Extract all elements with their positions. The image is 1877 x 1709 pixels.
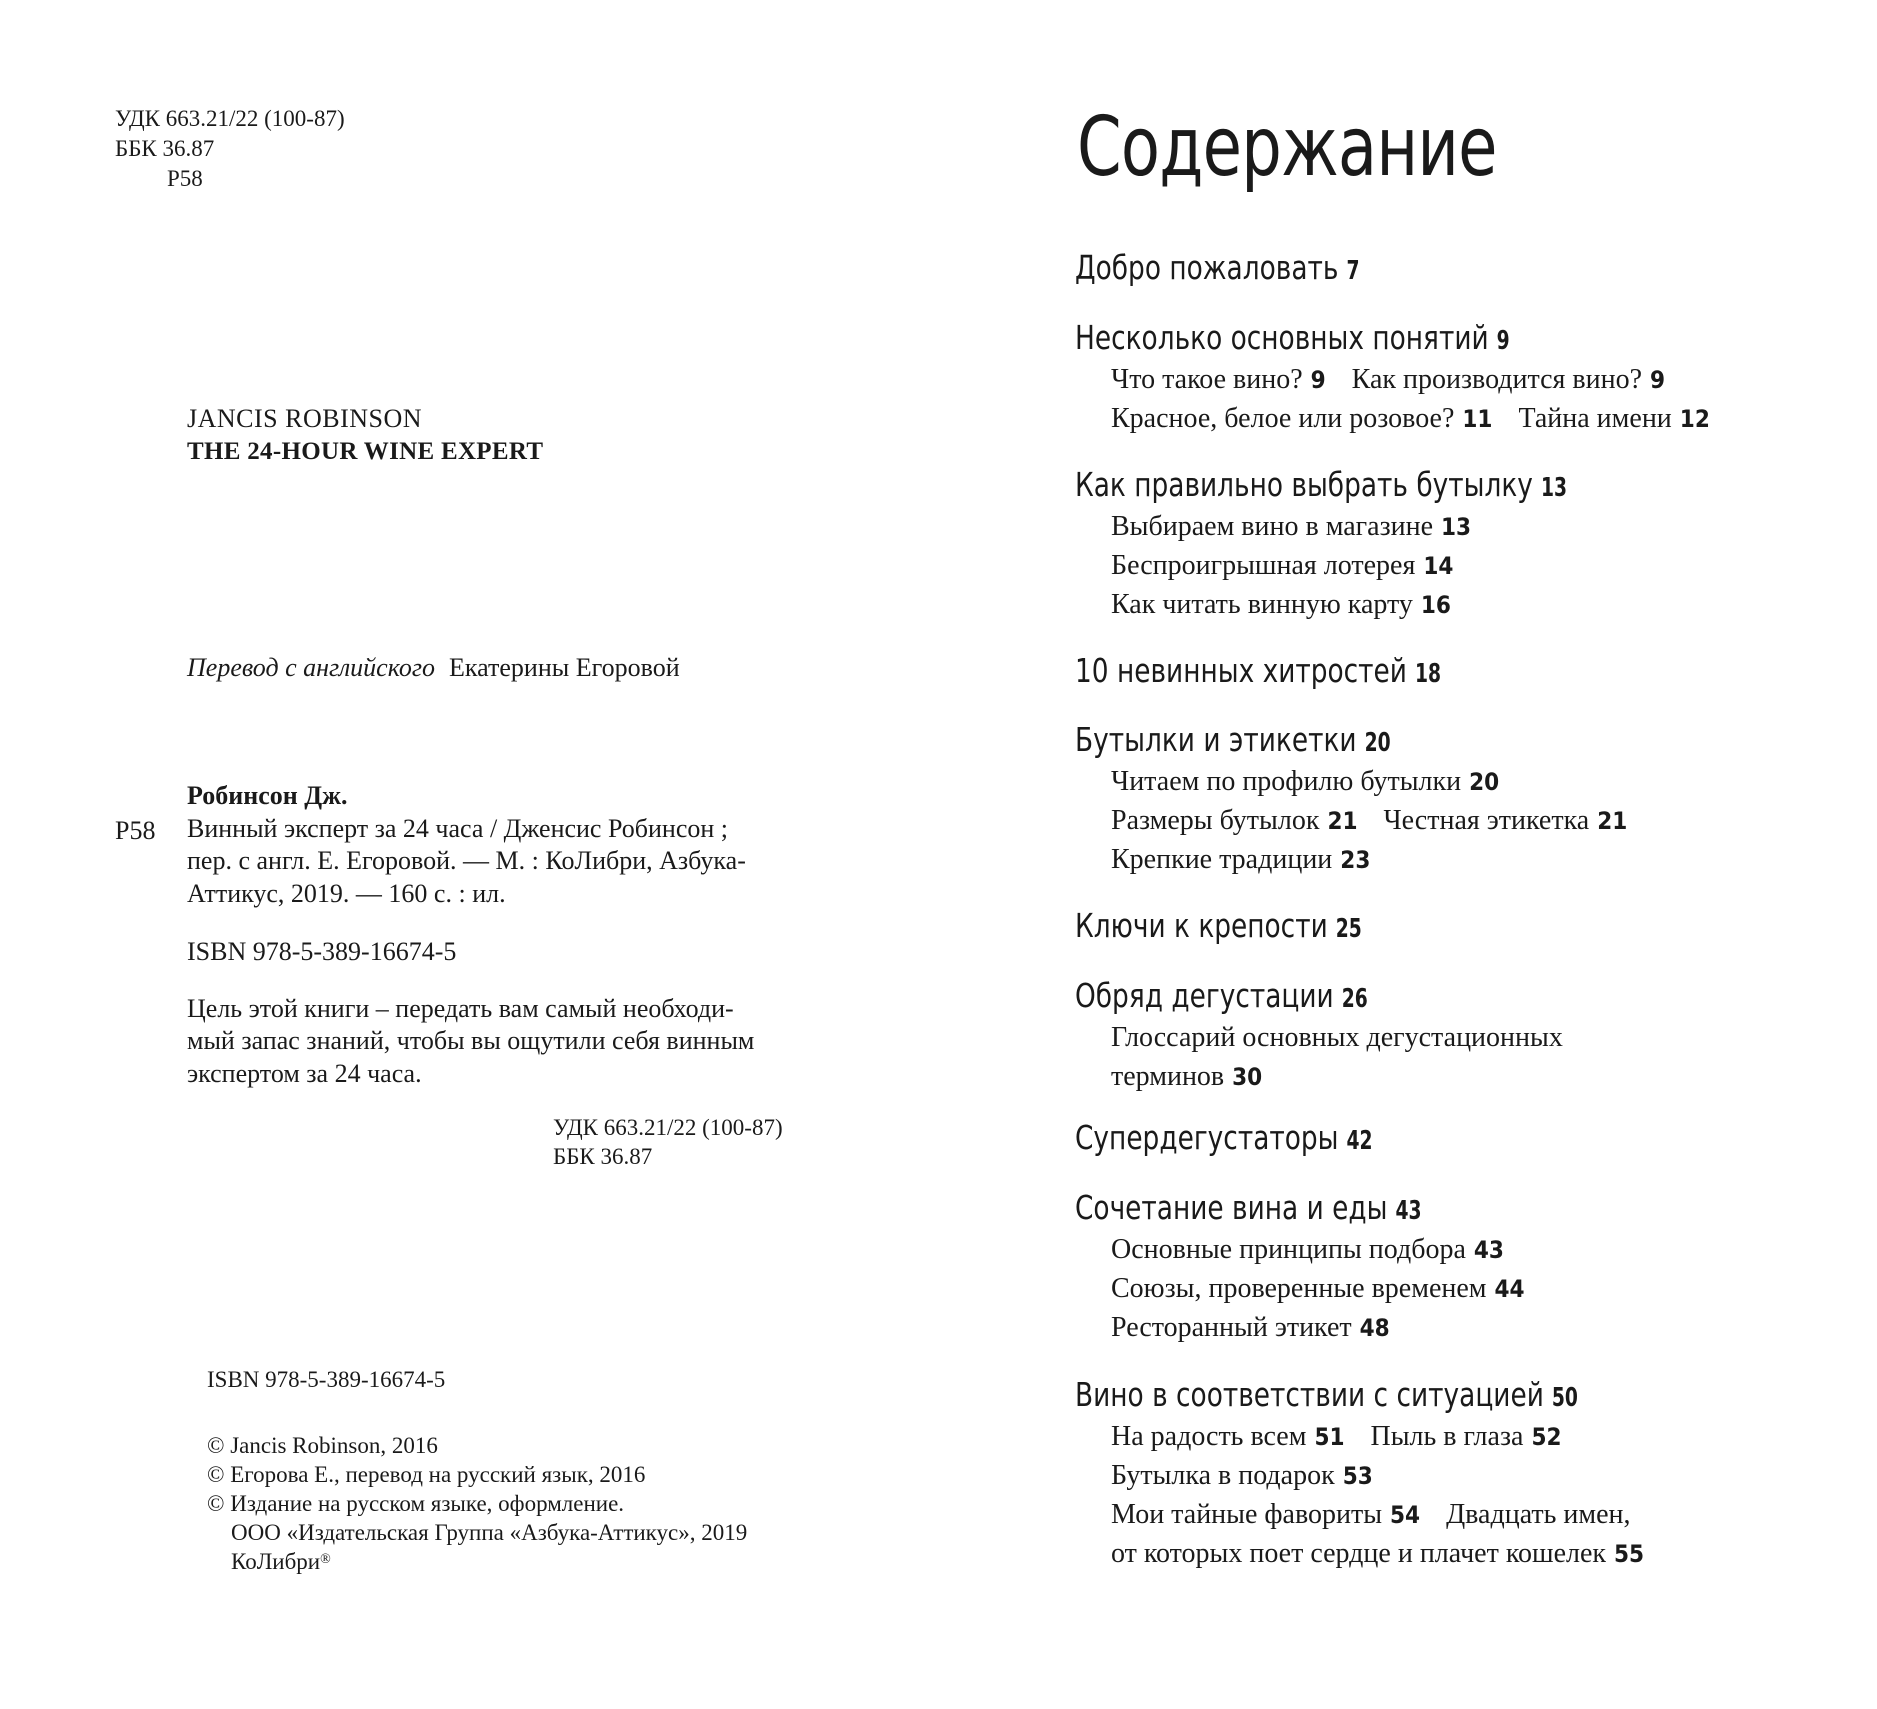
toc-subsection-line <box>1111 841 1370 879</box>
toc-section[interactable] <box>1075 465 1567 508</box>
copyright-line: ООО «Издательская Группа «Азбука-Аттикус», 2019 <box>231 1520 748 1545</box>
toc-subsection-line <box>1111 1019 1563 1057</box>
toc-page-number: 50 <box>1551 1383 1578 1413</box>
toc-section-title: Сочетание вина и еды <box>1075 1188 1388 1227</box>
toc-subsection[interactable] <box>1518 403 1709 434</box>
toc-subsection[interactable] <box>1111 403 1492 434</box>
toc-page-number: 43 <box>1473 1236 1504 1264</box>
translator-line <box>187 652 680 684</box>
toc-subsection-line <box>1111 1309 1390 1347</box>
toc-subsection[interactable] <box>1111 1538 1644 1569</box>
toc-section[interactable] <box>1075 651 1441 694</box>
toc-subsection-line <box>1111 763 1499 801</box>
toc-subsection-title: Читаем по профилю бутылки <box>1111 766 1462 797</box>
record-line: Винный эксперт за 24 часа / Дженсис Робинсон ; <box>187 813 729 843</box>
record-isbn: ISBN 978-5-389-16674-5 <box>187 937 457 966</box>
toc-subsection-line <box>1111 1231 1504 1269</box>
toc-page-number: 16 <box>1420 591 1451 619</box>
toc-subsection-title: Как производится вино? <box>1351 364 1642 395</box>
author-sign: Р58 <box>167 166 203 191</box>
toc-page-number: 13 <box>1441 513 1472 541</box>
toc-page-number: 52 <box>1531 1423 1562 1451</box>
toc-section-title: 10 невинных хитростей <box>1075 651 1407 690</box>
toc-subsection-title: Выбираем вино в магазине <box>1111 511 1434 542</box>
toc-subsection[interactable] <box>1111 364 1326 395</box>
book-summary <box>187 993 792 1091</box>
toc-subsection-title: Пыль в глаза <box>1370 1421 1524 1452</box>
toc-subsection[interactable] <box>1111 589 1451 620</box>
toc-subsection[interactable] <box>1111 1234 1504 1265</box>
original-title: THE 24-HOUR WINE EXPERT <box>187 438 544 465</box>
summary-line: мый запас знаний, чтобы вы ощутили себя винным <box>187 1026 755 1055</box>
toc-subsection-line <box>1111 1058 1262 1096</box>
record-author: Робинсон Дж. <box>187 781 348 810</box>
toc-subsection-title: от которых поет сердце и плачет кошелек <box>1111 1538 1607 1569</box>
toc-section[interactable] <box>1075 248 1359 291</box>
summary-line: экспертом за 24 часа. <box>187 1058 422 1088</box>
toc-subsection-title: Бутылка в подарок <box>1111 1460 1335 1491</box>
toc-page-number: 55 <box>1614 1540 1645 1568</box>
toc-section-title: Несколько основных понятий <box>1075 318 1489 357</box>
toc-section-title: Супердегустаторы <box>1075 1118 1339 1157</box>
toc-page-number: 9 <box>1496 326 1510 356</box>
toc-page-number: 14 <box>1423 552 1454 580</box>
toc-subsection-title: Беспроигрышная лотерея <box>1111 550 1416 581</box>
toc-subsection[interactable] <box>1111 1460 1373 1491</box>
toc-page-number: 43 <box>1395 1196 1422 1226</box>
toc-page-number: 54 <box>1390 1501 1421 1529</box>
toc-subsection[interactable] <box>1111 1312 1390 1343</box>
bibliographic-record <box>187 780 792 1090</box>
toc-page-number: 20 <box>1364 728 1391 758</box>
toc-subsection-title: Размеры бутылок <box>1111 805 1320 836</box>
toc-subsection-line <box>1111 400 1710 438</box>
toc-subsection-line <box>1111 586 1451 624</box>
toc-page-number: 21 <box>1327 807 1358 835</box>
toc-section-title: Вино в соответствии с ситуацией <box>1075 1375 1544 1414</box>
toc-subsection-line <box>1111 547 1453 585</box>
toc-subsection-line <box>1111 1270 1525 1308</box>
copyright-line: © Егорова Е., перевод на русский язык, 2016 <box>207 1462 646 1487</box>
toc-page-number: 11 <box>1462 405 1493 433</box>
toc-subsection-line <box>1111 361 1665 399</box>
udk-top-block <box>115 104 345 194</box>
record-author-sign: Р58 <box>115 816 156 845</box>
translator-name: Екатерины Егоровой <box>449 653 680 682</box>
toc-subsection-line <box>1111 1535 1644 1573</box>
toc-subsection-title: Двадцать имен, <box>1446 1499 1631 1530</box>
toc-subsection[interactable] <box>1111 1022 1563 1053</box>
original-author: JANCIS ROBINSON <box>187 404 423 433</box>
toc-section-title: Бутылки и этикетки <box>1075 720 1357 759</box>
toc-page-number: 51 <box>1314 1423 1345 1451</box>
toc-subsection[interactable] <box>1111 511 1471 542</box>
toc-subsection[interactable] <box>1446 1499 1630 1530</box>
toc-subsection-title: Глоссарий основных дегустационных <box>1111 1022 1563 1053</box>
toc-subsection[interactable] <box>1111 1273 1525 1304</box>
toc-page-number: 25 <box>1335 914 1362 944</box>
copyright-line: © Издание на русском языке, оформление. <box>207 1491 625 1516</box>
toc-page-number: 7 <box>1346 256 1360 286</box>
toc-subsection[interactable] <box>1111 844 1370 875</box>
bbk-code: ББК 36.87 <box>115 136 215 161</box>
toc-subsection-title: Основные принципы подбора <box>1111 1234 1466 1265</box>
toc-subsection-title: Ресторанный этикет <box>1111 1312 1352 1343</box>
toc-section[interactable] <box>1075 318 1510 361</box>
toc-subsection-line <box>1111 508 1471 546</box>
registered-mark: ® <box>320 1552 331 1567</box>
original-edition-block <box>187 402 543 468</box>
toc-subsection-line <box>1111 802 1627 840</box>
toc-section-title: Как правильно выбрать бутылку <box>1075 465 1533 504</box>
toc-section[interactable] <box>1075 906 1362 949</box>
translator-lead: Перевод с английского <box>187 653 436 682</box>
toc-subsection[interactable] <box>1111 550 1453 581</box>
toc-subsection[interactable] <box>1111 1499 1420 1530</box>
toc-section[interactable] <box>1075 720 1391 763</box>
imprint-name: КоЛибри <box>231 1549 321 1574</box>
toc-page-number: 48 <box>1359 1314 1390 1342</box>
summary-line: Цель этой книги – передать вам самый необходи- <box>187 993 734 1023</box>
toc-page-number: 12 <box>1679 405 1710 433</box>
toc-section-title: Добро пожаловать <box>1075 248 1339 287</box>
toc-section-title: Ключи к крепости <box>1075 906 1328 945</box>
toc-subsection-title: Красное, белое или розовое? <box>1111 403 1455 434</box>
toc-page-number: 30 <box>1232 1063 1263 1091</box>
toc-page-number: 26 <box>1341 984 1368 1014</box>
record-line: пер. с англ. Е. Егоровой. — М. : КоЛибри, Азбука- <box>187 846 746 875</box>
toc-section[interactable] <box>1075 1375 1578 1418</box>
toc-section[interactable] <box>1075 1188 1422 1231</box>
toc-page-number: 42 <box>1346 1126 1373 1156</box>
toc-subsection-title: Честная этикетка <box>1383 805 1590 836</box>
toc-page-number: 9 <box>1650 366 1666 394</box>
copyright-line: © Jancis Robinson, 2016 <box>207 1433 438 1458</box>
isbn: ISBN 978-5-389-16674-5 <box>207 1367 446 1392</box>
toc-subsection-title: На радость всем <box>1111 1421 1307 1452</box>
toc-page-number: 20 <box>1469 768 1500 796</box>
toc-subsection[interactable] <box>1370 1421 1561 1452</box>
toc-subsection-line <box>1111 1496 1631 1534</box>
toc-page-number: 44 <box>1494 1275 1525 1303</box>
toc-subsection[interactable] <box>1111 1061 1262 1092</box>
bbk-code: ББК 36.87 <box>553 1144 653 1169</box>
toc-subsection-title: Союзы, проверенные временем <box>1111 1273 1487 1304</box>
udk-bottom-block <box>553 1113 783 1171</box>
toc-section[interactable] <box>1075 1118 1373 1161</box>
toc-subsection[interactable] <box>1383 805 1627 836</box>
toc-subsection-line <box>1111 1457 1373 1495</box>
toc-page-number: 21 <box>1597 807 1628 835</box>
toc-subsection-title: Мои тайные фавориты <box>1111 1499 1383 1530</box>
copyright-imprint <box>207 1547 747 1576</box>
toc-subsection-title: терминов <box>1111 1061 1225 1092</box>
udk-code: УДК 663.21/22 (100-87) <box>553 1115 783 1140</box>
record-line: Аттикус, 2019. — 160 с. : ил. <box>187 878 506 908</box>
toc-subsection-line <box>1111 1418 1561 1456</box>
toc-subsection-title: Крепкие традиции <box>1111 844 1333 875</box>
copyright-block <box>207 1431 747 1576</box>
toc-section[interactable] <box>1075 976 1368 1019</box>
toc-subsection[interactable] <box>1111 766 1499 797</box>
toc-subsection-title: Что такое вино? <box>1111 364 1303 395</box>
toc-page-number: 23 <box>1340 846 1371 874</box>
toc-page-number: 53 <box>1342 1462 1373 1490</box>
toc-subsection-title: Как читать винную карту <box>1111 589 1413 620</box>
toc-title: Содержание <box>1077 100 1497 195</box>
toc-subsection[interactable] <box>1111 1421 1344 1452</box>
toc-section-title: Обряд дегустации <box>1075 976 1334 1015</box>
toc-subsection[interactable] <box>1352 364 1665 395</box>
toc-page-number: 18 <box>1414 659 1441 689</box>
udk-code: УДК 663.21/22 (100-87) <box>115 106 345 131</box>
toc-subsection-title: Тайна имени <box>1518 403 1672 434</box>
toc-page-number: 13 <box>1540 473 1567 503</box>
toc-subsection[interactable] <box>1111 805 1357 836</box>
toc-page-number: 9 <box>1310 366 1326 394</box>
